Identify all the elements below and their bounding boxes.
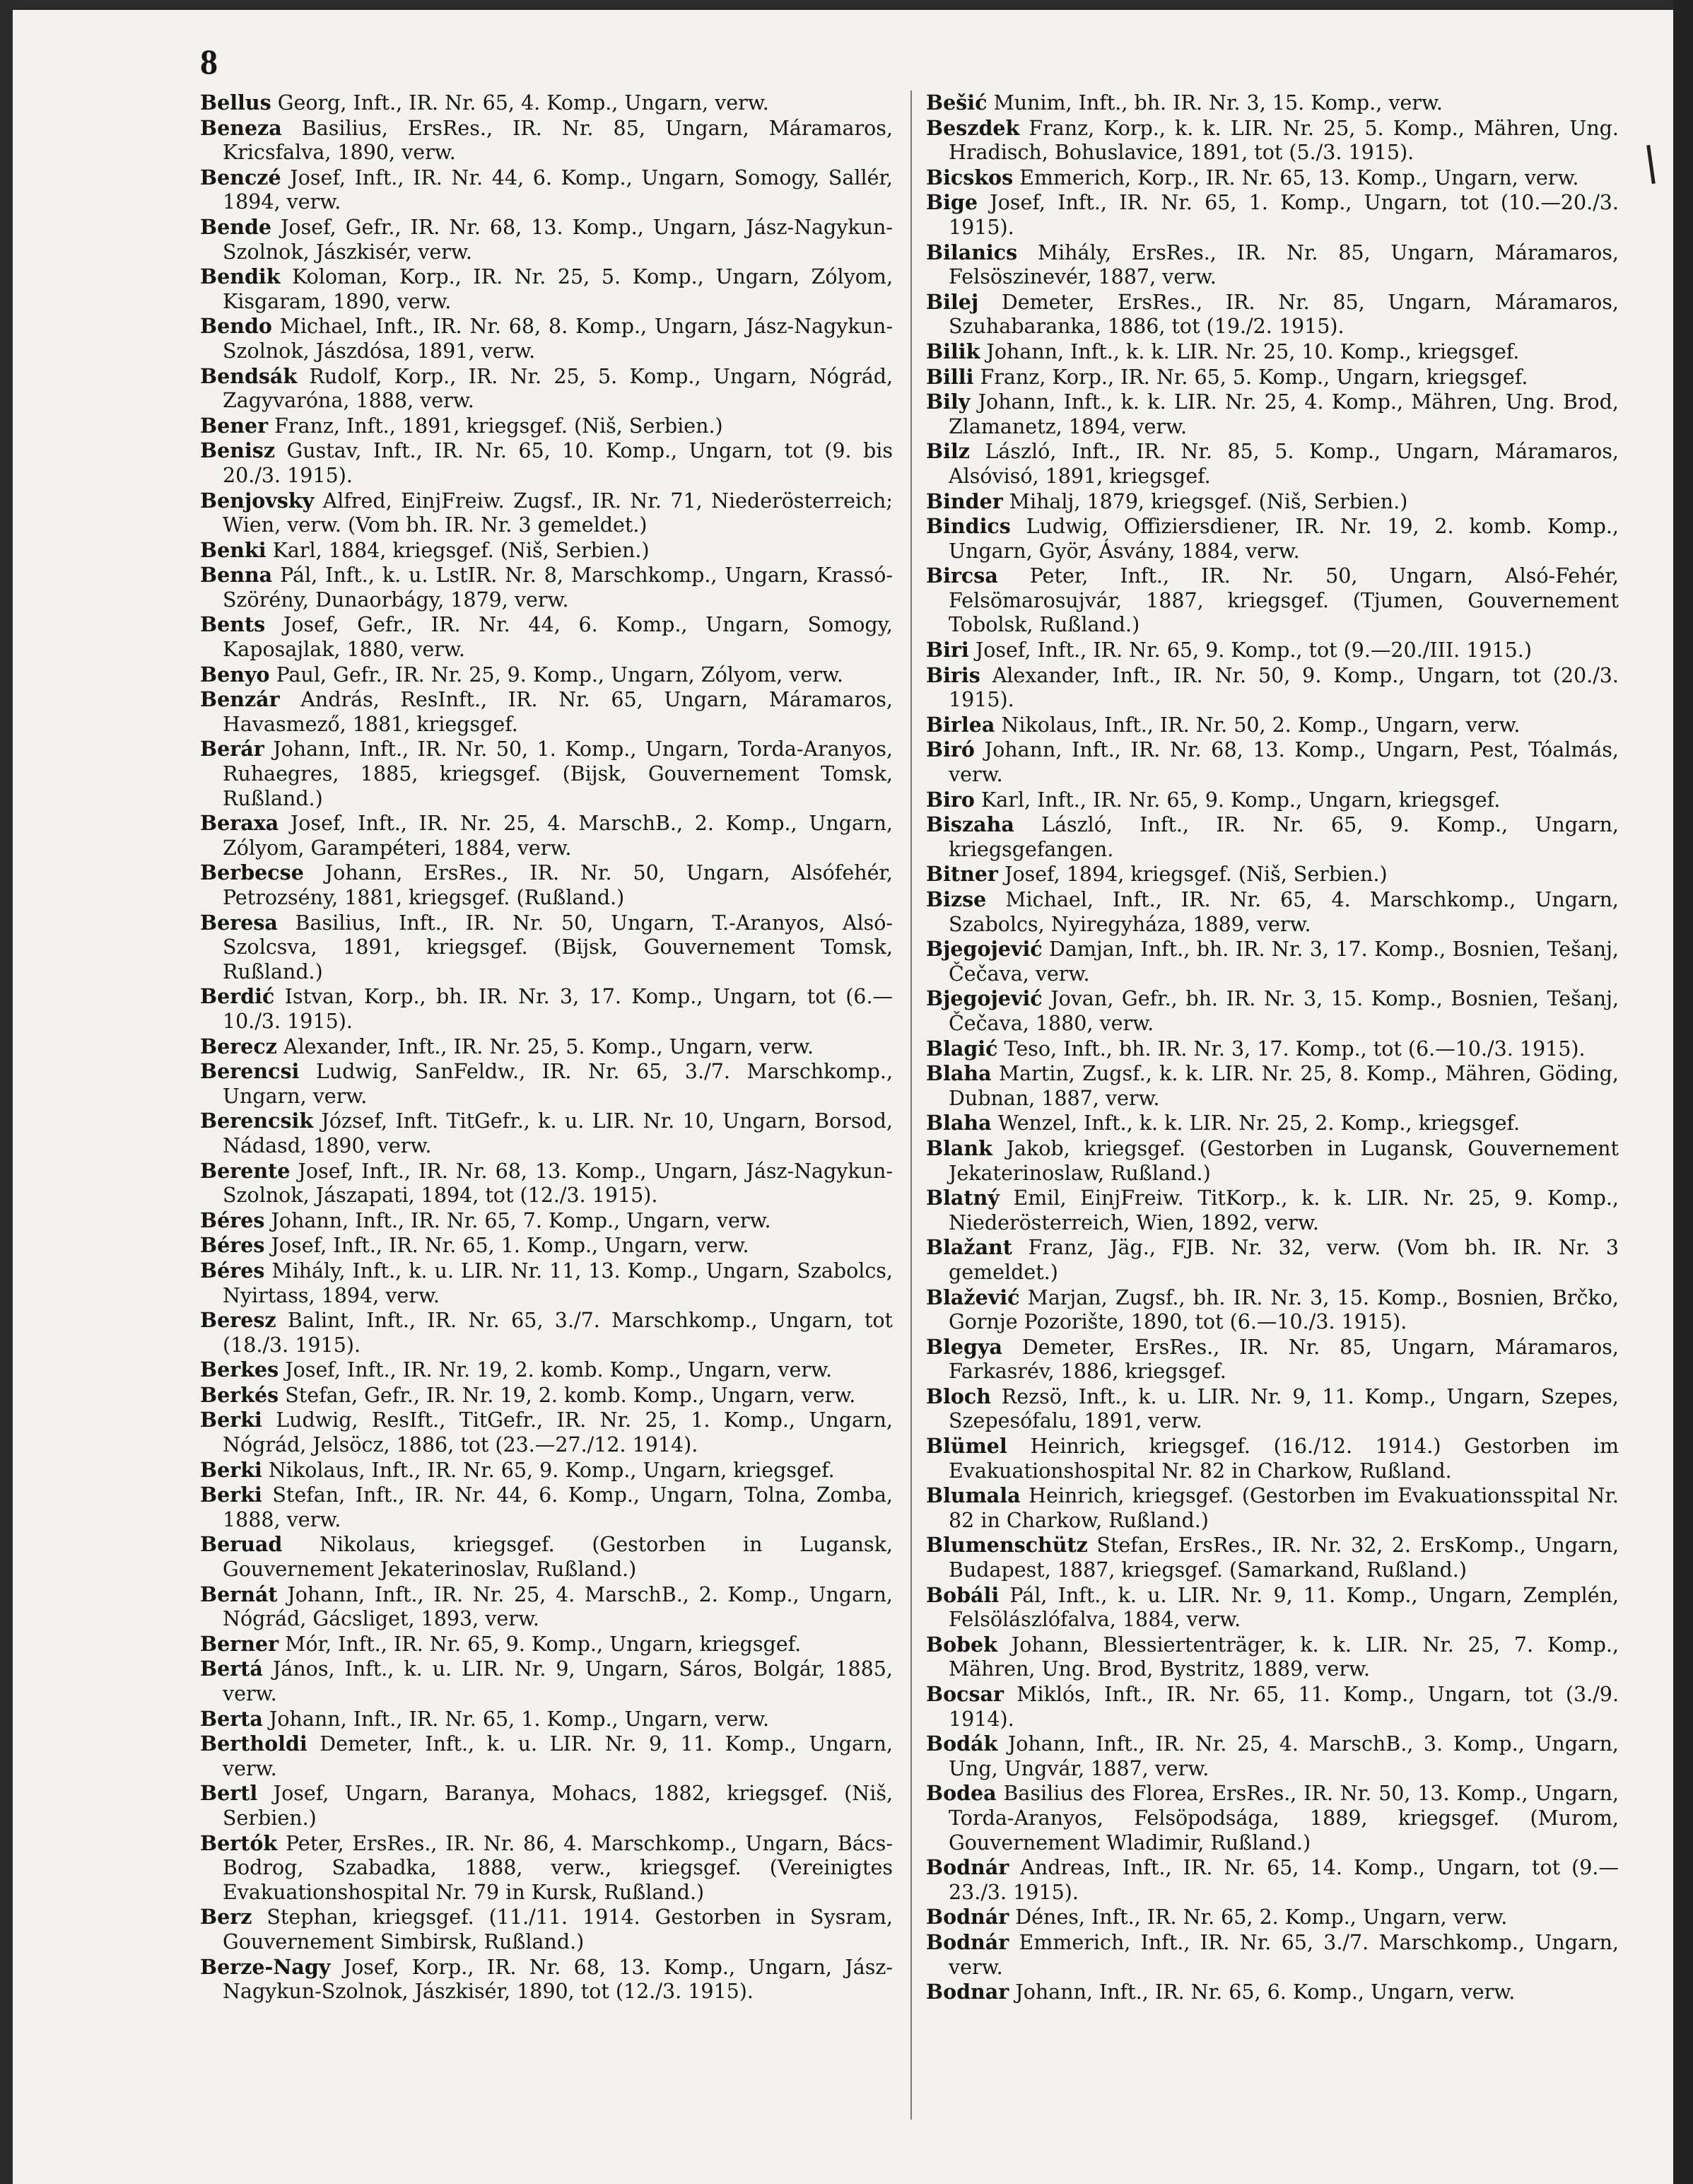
entry-surname: Benczé xyxy=(200,165,281,189)
list-entry xyxy=(200,1408,893,1457)
list-entry xyxy=(926,1061,1619,1111)
entry-surname: Bilanics xyxy=(926,240,1018,264)
list-entry xyxy=(926,339,1619,365)
list-entry xyxy=(926,1434,1619,1483)
entry-details: Michael, Inft., IR. Nr. 65, 4. Marschkomp., Ungarn, Szabolcs, Nyiregyháza, 1889, verw. xyxy=(949,888,1619,936)
list-entry xyxy=(200,1483,893,1532)
entry-surname: Bilik xyxy=(926,339,980,363)
list-entry xyxy=(200,1308,893,1357)
entry-surname: Bobek xyxy=(926,1632,997,1657)
entry-details: Rudolf, Korp., IR. Nr. 25, 5. Komp., Ungarn, Nógrád, Zagyvaróna, 1888, verw. xyxy=(223,364,893,413)
entry-details: Josef, Inft., IR. Nr. 44, 6. Komp., Ungarn, Somogy, Sallér, 1894, verw. xyxy=(223,165,893,214)
entry-surname: Bjegojević xyxy=(926,986,1043,1011)
entry-surname: Blažević xyxy=(926,1285,1020,1309)
entry-surname: Berki xyxy=(200,1408,262,1432)
list-entry xyxy=(200,911,893,985)
list-entry xyxy=(926,1036,1619,1062)
entry-details: Peter, ErsRes., IR. Nr. 86, 4. Marschkomp., Ungarn, Bács-Bodrog, Szabadka, 1888, verw., kriegsgef. (Vereinigtes Evakuationshospital Nr. 79 in Kursk, Rußland.) xyxy=(223,1831,893,1904)
entry-surname: Benzár xyxy=(200,687,280,712)
entry-details: Franz, Inft., 1891, kriegsgef. (Niš, Serbien.) xyxy=(268,414,723,438)
entry-surname: Bendik xyxy=(200,264,281,289)
list-entry xyxy=(926,1855,1619,1905)
entry-surname: Berkés xyxy=(200,1382,279,1407)
list-entry xyxy=(926,1980,1619,2005)
entry-surname: Benjovsky xyxy=(200,488,315,513)
list-entry xyxy=(200,1732,893,1781)
entry-surname: Biri xyxy=(926,638,969,662)
entry-surname: Berente xyxy=(200,1158,291,1183)
list-entry xyxy=(200,1109,893,1158)
entry-details: Basilius des Florea, ErsRes., IR. Nr. 50, 13. Komp., Ungarn, Torda-Aranyos, Felsöpodsága, 1889, kriegsgef. (Murom, Gouvernement Wladimir, Rußland.) xyxy=(949,1782,1619,1855)
list-entry xyxy=(926,1732,1619,1781)
entry-surname: Bocsar xyxy=(926,1682,1004,1706)
entry-details: Stefan, ErsRes., IR. Nr. 32, 2. ErsKomp., Ungarn, Budapest, 1887, kriegsgef. (Samarkand, Rußland.) xyxy=(949,1534,1619,1582)
list-entry xyxy=(200,1781,893,1830)
entry-details: József, Inft. TitGefr., k. u. LIR. Nr. 10, Ungarn, Borsod, Nádasd, 1890, verw. xyxy=(223,1109,893,1157)
list-entry xyxy=(926,439,1619,489)
list-entry xyxy=(200,1632,893,1657)
margin-mark xyxy=(1646,145,1656,184)
entry-details: Jakob, kriegsgef. (Gestorben in Lugansk, Gouvernement Jekaterinoslaw, Rußland.) xyxy=(949,1136,1619,1185)
list-entry xyxy=(200,563,893,612)
list-entry xyxy=(926,116,1619,165)
list-entry xyxy=(926,1483,1619,1533)
entry-surname: Bloch xyxy=(926,1384,991,1408)
list-entry xyxy=(926,1335,1619,1384)
list-entry xyxy=(926,1905,1619,1930)
list-entry xyxy=(200,215,893,264)
entry-surname: Béres xyxy=(200,1258,265,1283)
list-entry xyxy=(926,1633,1619,1682)
entry-surname: Bicskos xyxy=(926,165,1014,189)
entry-surname: Berencsik xyxy=(200,1109,314,1133)
entry-surname: Berdić xyxy=(200,984,275,1009)
entry-surname: Blümel xyxy=(926,1434,1007,1459)
entry-details: Heinrich, kriegsgef. (16./12. 1914.) Gestorben im Evakuationshospital Nr. 82 in Charkow, Rußland. xyxy=(949,1435,1619,1483)
entry-surname: Bodák xyxy=(926,1732,998,1756)
list-entry xyxy=(926,887,1619,937)
list-entry xyxy=(926,1682,1619,1732)
list-entry xyxy=(200,1458,893,1483)
entry-surname: Berta xyxy=(200,1706,263,1731)
entry-surname: Beresz xyxy=(200,1308,276,1333)
entry-details: Jovan, Gefr., bh. IR. Nr. 3, 15. Komp., Bosnien, Tešanj, Čečava, 1880, verw. xyxy=(949,987,1619,1035)
page-number: 8 xyxy=(200,42,218,81)
entry-details: Johann, Inft., k. k. LIR. Nr. 25, 10. Komp., kriegsgef. xyxy=(980,339,1520,363)
entry-surname: Bellus xyxy=(200,90,271,115)
entry-details: Johann, Inft., IR. Nr. 68, 13. Komp., Ungarn, Pest, Tóalmás, verw. xyxy=(949,738,1619,787)
entry-details: Josef, Ungarn, Baranya, Mohacs, 1882, kriegsgef. (Niš, Serbien.) xyxy=(223,1782,893,1830)
entry-details: Gustav, Inft., IR. Nr. 65, 10. Komp., Ungarn, tot (9. bis 20./3. 1915). xyxy=(223,439,893,487)
entry-surname: Beresa xyxy=(200,910,278,935)
entry-surname: Bircsa xyxy=(926,563,998,588)
entry-details: Johann, Inft., IR. Nr. 65, 6. Komp., Ungarn, verw. xyxy=(1009,1980,1516,2004)
entry-details: Istvan, Korp., bh. IR. Nr. 3, 17. Komp., Ungarn, tot (6.—10./3. 1915). xyxy=(223,985,893,1033)
entry-details: Stephan, kriegsgef. (11./11. 1914. Gestorben in Sysram, Gouvernement Simbirsk, Rußland.) xyxy=(223,1905,893,1954)
list-entry xyxy=(926,1781,1619,1855)
list-entry xyxy=(200,984,893,1034)
entry-surname: Bertók xyxy=(200,1830,278,1855)
list-entry xyxy=(200,538,893,563)
entry-surname: Berecz xyxy=(200,1034,277,1058)
list-entry xyxy=(200,364,893,414)
entry-details: Johann, Inft., IR. Nr. 65, 7. Komp., Ungarn, verw. xyxy=(264,1208,771,1232)
entry-surname: Bodnár xyxy=(926,1905,1009,1929)
entry-details: Emil, EinjFreiw. TitKorp., k. k. LIR. Nr. 25, 9. Komp., Niederösterreich, Wien, 1892, verw. xyxy=(949,1186,1619,1234)
list-entry xyxy=(926,638,1619,663)
entry-surname: Bodnar xyxy=(926,1980,1009,2004)
entry-details: Basilius, ErsRes., IR. Nr. 85, Ungarn, Máramaros, Kricsfalva, 1890, verw. xyxy=(223,116,893,165)
entry-surname: Berki xyxy=(200,1457,262,1482)
list-entry xyxy=(200,165,893,215)
entry-surname: Bertl xyxy=(200,1781,258,1806)
list-entry xyxy=(926,986,1619,1036)
entry-surname: Billi xyxy=(926,364,974,389)
list-entry xyxy=(926,390,1619,439)
entry-details: László, Inft., IR. Nr. 85, 5. Komp., Ungarn, Máramaros, Alsóvisó, 1891, kriegsgef. xyxy=(949,440,1619,488)
entry-surname: Blegya xyxy=(926,1334,1003,1359)
entry-surname: Berki xyxy=(200,1483,262,1507)
entry-surname: Blank xyxy=(926,1135,992,1160)
entry-surname: Bily xyxy=(926,390,971,414)
entry-surname: Berencsi xyxy=(200,1059,300,1084)
entry-details: Mihalj, 1879, kriegsgef. (Niš, Serbien.) xyxy=(1002,489,1408,513)
list-entry xyxy=(926,240,1619,290)
entry-surname: Béres xyxy=(200,1233,265,1258)
entry-details: Nikolaus, Inft., IR. Nr. 50, 2. Komp., Ungarn, verw. xyxy=(995,713,1521,737)
entry-details: Mihály, ErsRes., IR. Nr. 85, Ungarn, Máramaros, Felsöszinevér, 1887, verw. xyxy=(949,240,1619,289)
list-entry xyxy=(200,662,893,688)
entry-details: Andreas, Inft., IR. Nr. 65, 14. Komp., Ungarn, tot (9.—23./3. 1915). xyxy=(949,1856,1619,1904)
entry-surname: Biris xyxy=(926,662,980,687)
entry-surname: Birlea xyxy=(926,712,995,737)
entry-details: Pál, Inft., k. u. LIR. Nr. 9, 11. Komp., Ungarn, Zemplén, Felsölászlófalva, 1884, verw. xyxy=(949,1583,1619,1632)
entry-surname: Bernát xyxy=(200,1582,278,1606)
entry-details: Nikolaus, Inft., IR. Nr. 65, 9. Komp., Ungarn, kriegsgef. xyxy=(262,1458,835,1482)
entry-details: Demeter, ErsRes., IR. Nr. 85, Ungarn, Máramaros, Farkasrév, 1886, kriegsgef. xyxy=(949,1335,1619,1384)
entry-details: Franz, Korp., IR. Nr. 65, 5. Komp., Ungarn, kriegsgef. xyxy=(973,365,1528,389)
entry-surname: Béres xyxy=(200,1208,265,1232)
entry-surname: Blaha xyxy=(926,1111,992,1135)
list-entry xyxy=(200,687,893,737)
entry-details: Josef, Inft., IR. Nr. 65, 1. Komp., Ungarn, verw. xyxy=(264,1234,749,1258)
entry-surname: Blumenschütz xyxy=(926,1533,1088,1558)
entry-surname: Bige xyxy=(926,190,978,215)
list-entry xyxy=(926,365,1619,390)
entry-surname: Blumala xyxy=(926,1483,1021,1508)
entry-details: Rezsö, Inft., k. u. LIR. Nr. 9, 11. Komp., Ungarn, Szepes, Szepesófalu, 1891, verw. xyxy=(949,1384,1619,1433)
scan-border-top xyxy=(0,0,1693,10)
list-entry xyxy=(926,90,1619,116)
entry-details: Johann, Inft., IR. Nr. 25, 4. MarschB., 2. Komp., Ungarn, Nógrád, Gácsliget, 1893, verw. xyxy=(223,1582,893,1631)
list-entry xyxy=(926,1136,1619,1186)
entry-details: Michael, Inft., IR. Nr. 68, 8. Komp., Ungarn, Jász-Nagykun-Szolnok, Jászdósa, 1891, verw. xyxy=(223,315,893,363)
entry-details: Alexander, Inft., IR. Nr. 50, 9. Komp., Ungarn, tot (20./3. 1915). xyxy=(949,663,1619,712)
entry-surname: Biro xyxy=(926,787,975,812)
entry-details: Balint, Inft., IR. Nr. 65, 3./7. Marschkomp., Ungarn, tot (18./3. 1915). xyxy=(223,1309,893,1357)
list-entry xyxy=(926,1384,1619,1434)
entry-details: Koloman, Korp., IR. Nr. 25, 5. Komp., Ungarn, Zólyom, Kisgaram, 1890, verw. xyxy=(223,265,893,313)
list-entry xyxy=(926,788,1619,813)
list-entry xyxy=(200,438,893,488)
list-entry xyxy=(200,1383,893,1408)
list-entry xyxy=(200,1357,893,1383)
entry-details: Karl, Inft., IR. Nr. 65, 9. Komp., Ungarn, kriegsgef. xyxy=(974,788,1501,812)
entry-details: Heinrich, kriegsgef. (Gestorben im Evakuationsspital Nr. 82 in Charkow, Rußland.) xyxy=(949,1484,1619,1532)
list-entry xyxy=(200,811,893,860)
entry-surname: Bents xyxy=(200,612,266,637)
entry-surname: Benki xyxy=(200,537,266,562)
entry-details: Johann, Inft., IR. Nr. 25, 4. MarschB., 3. Komp., Ungarn, Ung, Ungvár, 1887, verw. xyxy=(949,1732,1619,1780)
entry-surname: Bilz xyxy=(926,439,970,464)
entry-details: Johann, Inft., IR. Nr. 65, 1. Komp., Ungarn, verw. xyxy=(262,1707,770,1731)
entry-details: Wenzel, Inft., k. k. LIR. Nr. 25, 2. Komp., kriegsgef. xyxy=(991,1111,1521,1135)
list-entry xyxy=(926,190,1619,240)
entry-surname: Bodnár xyxy=(926,1929,1009,1954)
entry-details: Stefan, Inft., IR. Nr. 44, 6. Komp., Ungarn, Tolna, Zomba, 1888, verw. xyxy=(223,1483,893,1531)
list-entry xyxy=(200,737,893,811)
list-entry xyxy=(200,90,893,116)
list-entry xyxy=(200,1831,893,1905)
entry-details: Josef, Korp., IR. Nr. 68, 13. Komp., Ungarn, Jász-Nagykun-Szolnok, Jászkisér, 1890, tot (12./3. 1915). xyxy=(223,1955,893,2004)
list-entry xyxy=(926,713,1619,738)
entry-surname: Bešić xyxy=(926,90,988,115)
list-entry xyxy=(200,1905,893,1954)
list-entry xyxy=(200,1707,893,1732)
entry-surname: Bilej xyxy=(926,289,979,314)
entry-surname: Biszaha xyxy=(926,812,1014,837)
entry-surname: Bizse xyxy=(926,887,987,911)
entry-details: Josef, Inft., IR. Nr. 68, 13. Komp., Ungarn, Jász-Nagykun-Szolnok, Jászapati, 1894, tot (12./3. 1915). xyxy=(223,1159,893,1208)
entry-surname: Bjegojević xyxy=(926,937,1043,962)
entry-surname: Berbecse xyxy=(200,860,304,885)
list-entry xyxy=(200,1582,893,1632)
entry-surname: Blažant xyxy=(926,1235,1012,1260)
entry-surname: Berkes xyxy=(200,1357,279,1382)
list-entry xyxy=(926,1533,1619,1582)
entry-details: Ludwig, SanFeldw., IR. Nr. 65, 3./7. Marschkomp., Ungarn, verw. xyxy=(223,1060,893,1108)
entry-details: Stefan, Gefr., IR. Nr. 19, 2. komb. Komp., Ungarn, verw. xyxy=(279,1383,856,1407)
list-entry xyxy=(200,1532,893,1582)
list-entry xyxy=(926,1235,1619,1285)
entry-details: Georg, Inft., IR. Nr. 65, 4. Komp., Ungarn, verw. xyxy=(271,91,769,115)
list-entry xyxy=(926,1285,1619,1335)
entry-details: Josef, 1894, kriegsgef. (Niš, Serbien.) xyxy=(997,863,1388,887)
column-divider xyxy=(910,90,912,2120)
entry-surname: Binder xyxy=(926,489,1003,513)
entry-details: Josef, Gefr., IR. Nr. 44, 6. Komp., Ungarn, Somogy, Kaposajlak, 1880, verw. xyxy=(223,613,893,662)
entry-details: Emmerich, Korp., IR. Nr. 65, 13. Komp., Ungarn, verw. xyxy=(1013,165,1579,189)
list-entry xyxy=(926,812,1619,862)
entry-surname: Bindics xyxy=(926,514,1011,539)
entry-surname: Beneza xyxy=(200,115,282,140)
entry-details: Alexander, Inft., IR. Nr. 25, 5. Komp., Ungarn, verw. xyxy=(276,1034,814,1058)
entry-details: Josef, Inft., IR. Nr. 25, 4. MarschB., 2. Komp., Ungarn, Zólyom, Garampéteri, 1884, verw. xyxy=(223,812,893,860)
entry-surname: Bendo xyxy=(200,314,272,339)
entry-surname: Beszdek xyxy=(926,115,1020,140)
entry-surname: Bener xyxy=(200,413,269,438)
entry-surname: Bende xyxy=(200,214,272,239)
entry-details: Dénes, Inft., IR. Nr. 65, 2. Komp., Ungarn, verw. xyxy=(1009,1905,1508,1929)
entry-details: Teso, Inft., bh. IR. Nr. 3, 17. Komp., tot (6.—10./3. 1915). xyxy=(997,1036,1586,1061)
entry-details: Josef, Gefr., IR. Nr. 68, 13. Komp., Ungarn, Jász-Nagykun-Szolnok, Jászkisér, verw. xyxy=(223,215,893,264)
entry-details: Peter, Inft., IR. Nr. 50, Ungarn, Alsó-Fehér, Felsömarosujvár, 1887, kriegsgef. (Tjumen, Gouvernement Tobolsk, Rußland.) xyxy=(949,564,1619,637)
list-entry xyxy=(926,1583,1619,1633)
list-entry xyxy=(200,860,893,910)
list-entry xyxy=(200,1657,893,1706)
list-entry xyxy=(200,1955,893,2004)
entry-surname: Bodnár xyxy=(926,1855,1009,1880)
entry-surname: Berz xyxy=(200,1905,252,1929)
list-entry xyxy=(926,1111,1619,1136)
entry-surname: Benisz xyxy=(200,438,275,463)
entry-surname: Bertholdi xyxy=(200,1732,307,1756)
entry-details: Franz, Jäg., FJB. Nr. 32, verw. (Vom bh. IR. Nr. 3 gemeldet.) xyxy=(949,1236,1619,1284)
list-entry xyxy=(926,737,1619,787)
list-entry xyxy=(200,1034,893,1060)
list-entry xyxy=(200,489,893,538)
list-entry xyxy=(926,165,1619,191)
entry-details: Mór, Inft., IR. Nr. 65, 9. Komp., Ungarn, kriegsgef. xyxy=(279,1632,802,1656)
entry-surname: Blaha xyxy=(926,1061,992,1086)
list-entry xyxy=(200,1259,893,1308)
entry-surname: Bodea xyxy=(926,1781,997,1806)
entry-details: Emmerich, Inft., IR. Nr. 65, 3./7. Marschkomp., Ungarn, verw. xyxy=(949,1930,1619,1979)
list-entry xyxy=(200,314,893,363)
entry-details: Johann, Blessiertenträger, k. k. LIR. Nr. 25, 7. Komp., Mähren, Ung. Brod, Bystritz, 1889, verw. xyxy=(949,1633,1619,1681)
list-entry xyxy=(200,1059,893,1109)
entry-details: Paul, Gefr., IR. Nr. 25, 9. Komp., Ungarn, Zólyom, verw. xyxy=(269,662,843,687)
entry-surname: Bendsák xyxy=(200,363,298,388)
entry-surname: Berze-Nagy xyxy=(200,1954,331,1979)
list-entry xyxy=(926,663,1619,713)
list-entry xyxy=(926,290,1619,339)
entry-details: Pál, Inft., k. u. LstIR. Nr. 8, Marschkomp., Ungarn, Krassó-Szörény, Dunaorbágy, 1879, verw. xyxy=(223,563,893,612)
list-entry xyxy=(200,1159,893,1208)
entry-details: László, Inft., IR. Nr. 65, 9. Komp., Ungarn, kriegsgefangen. xyxy=(949,813,1619,861)
entry-details: Demeter, ErsRes., IR. Nr. 85, Ungarn, Máramaros, Szuhabaranka, 1886, tot (19./2. 1915). xyxy=(949,290,1619,339)
entry-details: Ludwig, ResIft., TitGefr., IR. Nr. 25, 1. Komp., Ungarn, Nógrád, Jelsöcz, 1886, tot (23.—27./12. 1914). xyxy=(223,1408,893,1457)
list-entry xyxy=(926,489,1619,515)
left-column xyxy=(200,90,893,2004)
entry-surname: Biró xyxy=(926,737,975,762)
list-entry xyxy=(200,612,893,662)
entry-details: Karl, 1884, kriegsgef. (Niš, Serbien.) xyxy=(266,538,650,562)
scan-border-right xyxy=(1673,0,1693,2184)
entry-details: Josef, Inft., IR. Nr. 19, 2. komb. Komp., Ungarn, verw. xyxy=(279,1358,833,1382)
entry-details: Josef, Inft., IR. Nr. 65, 9. Komp., tot (9.—20./III. 1915.) xyxy=(968,638,1532,662)
list-entry xyxy=(926,1186,1619,1235)
list-entry xyxy=(200,1208,893,1234)
entry-surname: Beraxa xyxy=(200,811,279,836)
list-entry xyxy=(200,414,893,439)
list-entry xyxy=(200,264,893,314)
entry-details: János, Inft., k. u. LIR. Nr. 9, Ungarn, Sáros, Bolgár, 1885, verw. xyxy=(223,1657,893,1705)
entry-details: Martin, Zugsf., k. k. LIR. Nr. 25, 8. Komp., Mähren, Göding, Dubnan, 1887, verw. xyxy=(949,1062,1619,1110)
entry-surname: Benyo xyxy=(200,662,270,687)
list-entry xyxy=(200,116,893,165)
entry-details: Marjan, Zugsf., bh. IR. Nr. 3, 15. Komp., Bosnien, Brčko, Gornje Pozorište, 1890, tot (6.—10./3. 1915). xyxy=(949,1285,1619,1334)
list-entry xyxy=(926,1930,1619,1980)
entry-surname: Beruad xyxy=(200,1532,283,1557)
entry-details: Nikolaus, kriegsgef. (Gestorben in Lugansk, Gouvernement Jekaterinoslav, Rußland.) xyxy=(223,1533,893,1582)
right-column xyxy=(926,90,1619,2005)
entry-details: Josef, Inft., IR. Nr. 65, 1. Komp., Ungarn, tot (10.—20./3. 1915). xyxy=(949,191,1619,239)
entry-surname: Bitner xyxy=(926,862,998,887)
entry-details: Johann, Inft., k. k. LIR. Nr. 25, 4. Komp., Mähren, Ung. Brod, Zlamanetz, 1894, verw. xyxy=(949,390,1619,438)
entry-details: Franz, Korp., k. k. LIR. Nr. 25, 5. Komp., Mähren, Ung. Hradisch, Bohuslavice, 1891, tot (5./3. 1915). xyxy=(949,116,1619,165)
entry-details: András, ResInft., IR. Nr. 65, Ungarn, Máramaros, Havasmező, 1881, kriegsgef. xyxy=(223,688,893,736)
entry-details: Demeter, Inft., k. u. LIR. Nr. 9, 11. Komp., Ungarn, verw. xyxy=(223,1732,893,1780)
entry-surname: Blagić xyxy=(926,1036,998,1061)
entry-surname: Benna xyxy=(200,563,273,588)
entry-surname: Bertá xyxy=(200,1657,263,1681)
list-entry xyxy=(926,514,1619,563)
entry-details: Johann, Inft., IR. Nr. 50, 1. Komp., Ungarn, Torda-Aranyos, Ruhaegres, 1885, kriegsgef. (Bijsk, Gouvernement Tomsk, Rußland.) xyxy=(223,737,893,810)
entry-details: Basilius, Inft., IR. Nr. 50, Ungarn, T.-Aranyos, Alsó-Szolcsva, 1891, kriegsgef. (Bijsk, Gouvernement Tomsk, Rußland.) xyxy=(223,911,893,983)
entry-details: Damjan, Inft., bh. IR. Nr. 3, 17. Komp., Bosnien, Tešanj, Čečava, verw. xyxy=(949,938,1619,986)
list-entry xyxy=(926,563,1619,638)
entry-details: Alfred, EinjFreiw. Zugsf., IR. Nr. 71, Niederösterreich; Wien, verw. (Vom bh. IR. Nr. 3 gemeldet.) xyxy=(223,489,893,537)
entry-details: Miklós, Inft., IR. Nr. 65, 11. Komp., Ungarn, tot (3./9. 1914). xyxy=(949,1683,1619,1731)
list-entry xyxy=(200,1233,893,1259)
list-entry xyxy=(926,862,1619,887)
entry-details: Ludwig, Offiziersdiener, IR. Nr. 19, 2. komb. Komp., Ungarn, Györ, Ásvány, 1884, verw. xyxy=(949,515,1619,563)
entry-surname: Berner xyxy=(200,1631,279,1656)
entry-details: Mihály, Inft., k. u. LIR. Nr. 11, 13. Komp., Ungarn, Szabolcs, Nyirtass, 1894, verw. xyxy=(223,1259,893,1307)
entry-details: Munim, Inft., bh. IR. Nr. 3, 15. Komp., verw. xyxy=(987,91,1443,115)
list-entry xyxy=(926,937,1619,986)
entry-surname: Bobáli xyxy=(926,1582,1000,1607)
scan-border-left xyxy=(0,0,13,2184)
entry-details: Johann, ErsRes., IR. Nr. 50, Ungarn, Alsófehér, Petrozsény, 1881, kriegsgef. (Rußland.) xyxy=(223,861,893,909)
entry-surname: Blatný xyxy=(926,1186,1000,1210)
entry-surname: Berár xyxy=(200,737,264,761)
